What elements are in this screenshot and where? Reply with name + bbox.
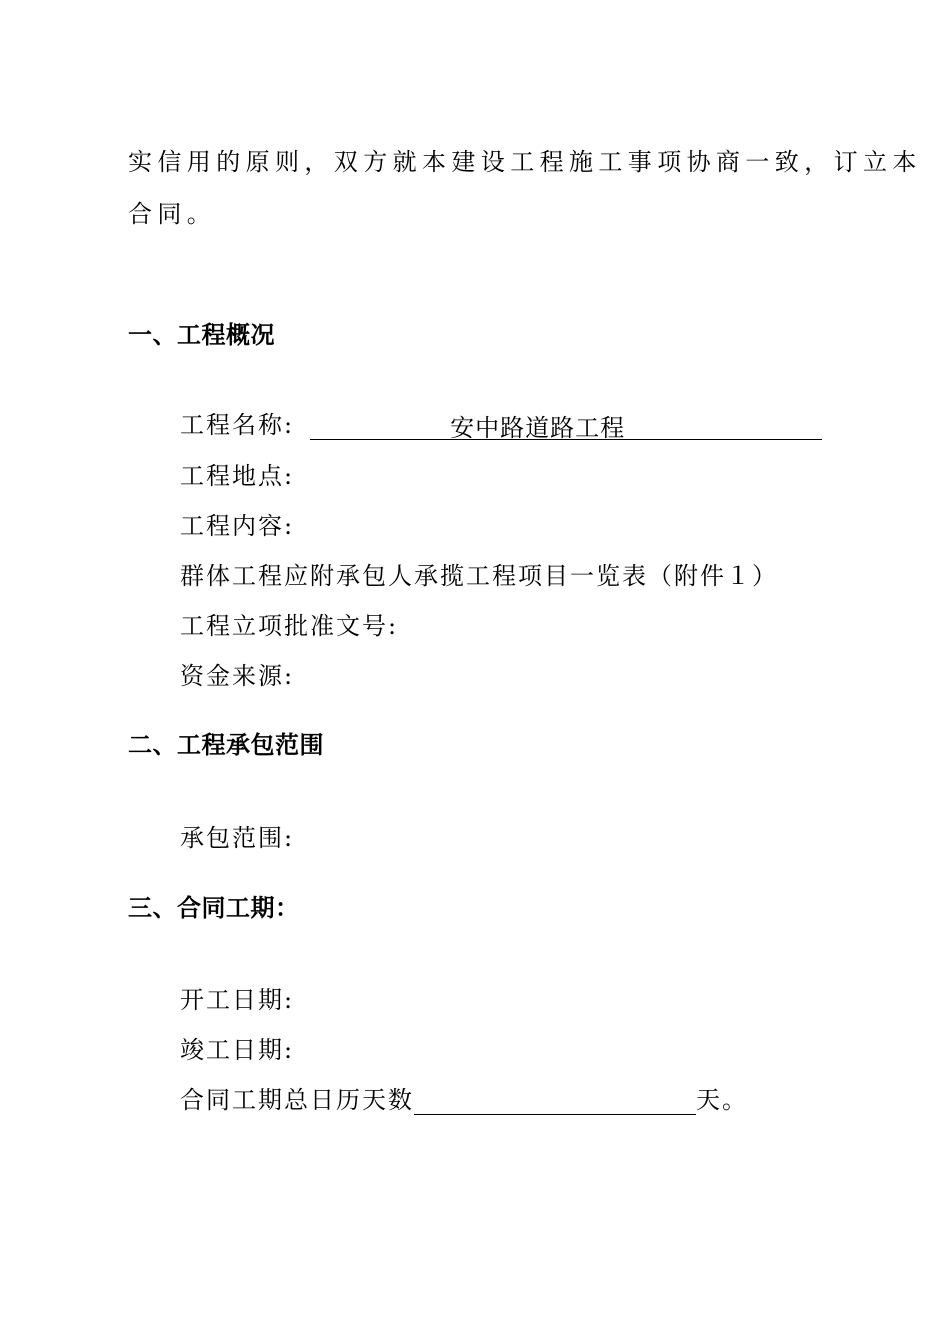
project-name-blank bbox=[310, 413, 822, 440]
completion-date-label: 竣工日期: bbox=[180, 1036, 295, 1064]
project-name-label: 工程名称: bbox=[180, 411, 295, 439]
start-date-label: 开工日期: bbox=[180, 986, 295, 1014]
section-heading-project-overview: 一、工程概况 bbox=[128, 321, 275, 349]
project-name-value: 安中路道路工程 bbox=[450, 414, 626, 442]
project-location-label: 工程地点: bbox=[180, 462, 295, 490]
project-name-row bbox=[180, 410, 822, 440]
total-days-blank bbox=[414, 1088, 696, 1115]
intro-text-line-1: 实信用的原则，双方就本建设工程施工事项协商一致，订立本 bbox=[128, 148, 922, 176]
group-project-note: 群体工程应附承包人承揽工程项目一览表（附件１） bbox=[180, 562, 778, 590]
total-days-label: 合同工期总日历天数 bbox=[180, 1086, 414, 1114]
total-days-suffix: 天。 bbox=[696, 1086, 748, 1114]
funding-source-label: 资金来源: bbox=[180, 662, 295, 690]
approval-number-label: 工程立项批准文号: bbox=[180, 612, 399, 640]
scope-label: 承包范围: bbox=[180, 824, 295, 852]
section-heading-contract-scope: 二、工程承包范围 bbox=[128, 731, 324, 759]
section-heading-contract-period: 三、合同工期： bbox=[128, 894, 300, 922]
project-content-label: 工程内容: bbox=[180, 512, 295, 540]
intro-text-line-2: 合同。 bbox=[128, 200, 217, 228]
total-days-row bbox=[180, 1085, 748, 1115]
